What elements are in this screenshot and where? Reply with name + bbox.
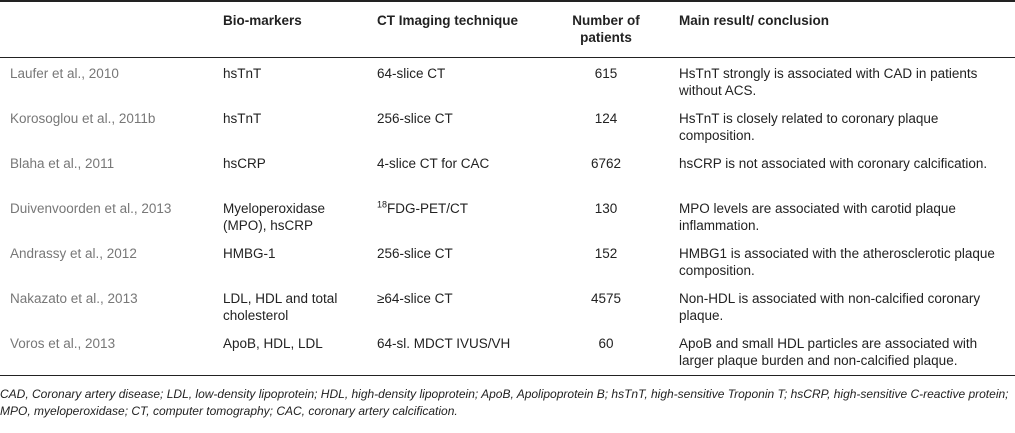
patients-cell: 4575 [590, 291, 622, 306]
technique-cell: 4-slice CT for CAC [377, 156, 490, 171]
result-cell: HsTnT is closely related to coronary plaque composition. [679, 111, 939, 143]
patients-cell: 124 [594, 111, 618, 126]
study-cell: Blaha et al., 2011 [10, 156, 115, 171]
patients-cell: 6762 [590, 156, 622, 171]
study-cell: Laufer et al., 2010 [10, 66, 119, 81]
result-cell: ApoB and small HDL particles are associated with larger plaque burden and non-calcified plaque. [679, 336, 978, 368]
study-cell: Korosoglou et al., 2011b [10, 111, 156, 126]
patients-cell: 130 [594, 201, 618, 216]
header-study [0, 1, 213, 58]
technique-cell: 64-slice CT [377, 66, 446, 81]
header-technique: CT Imaging technique [377, 13, 519, 28]
technique-cell: 64-sl. MDCT IVUS/VH [377, 336, 511, 351]
biomarker-cell: hsTnT [223, 111, 262, 126]
header-result: Main result/ conclusion [679, 13, 830, 28]
study-cell: Nakazato et al., 2013 [10, 291, 138, 306]
biomarker-cell: HMBG-1 [223, 246, 276, 261]
technique-cell [367, 193, 539, 238]
header-patients: Number of patients [572, 13, 640, 45]
table-row [0, 148, 1015, 193]
table-row [0, 238, 1015, 283]
result-cell: HMBG1 is associated with the atherosclerotic plaque composition. [679, 246, 995, 278]
study-cell: Voros et al., 2013 [10, 336, 116, 351]
patients-cell: 152 [594, 246, 618, 261]
isotope-superscript: 18 [377, 199, 388, 210]
table-row [0, 193, 1015, 238]
study-cell: Duivenvoorden et al., 2013 [10, 201, 172, 216]
biomarker-cell: hsCRP [223, 156, 266, 171]
table-row [0, 283, 1015, 328]
biomarker-cell: hsTnT [223, 66, 262, 81]
table-row [0, 103, 1015, 148]
result-cell: Non-HDL is associated with non-calcified coronary plaque. [679, 291, 981, 323]
header-biomarkers: Bio-markers [223, 13, 302, 28]
biomarker-cell: ApoB, HDL, LDL [223, 336, 323, 351]
technique-cell: 256-slice CT [377, 246, 453, 261]
patients-cell: 615 [594, 66, 618, 81]
result-cell: HsTnT strongly is associated with CAD in patients without ACS. [679, 66, 978, 98]
table-footnote: CAD, Coronary artery disease; LDL, low-density lipoprotein; HDL, high-density lipoprotein; ApoB, Apolipoprotein B; hsTnT, high-sensitive Troponin T; hsCRP, high-sensitive C-reactive protein; MPO, myeloperoxidase; CT, computer tomography; CAC, coronary artery calcification. [0, 387, 1009, 418]
table-row [0, 328, 1015, 375]
technique-cell: 256-slice CT [377, 111, 453, 126]
technique-text: FDG-PET/CT [387, 201, 469, 216]
result-cell: hsCRP is not associated with coronary calcification. [679, 156, 988, 171]
technique-cell: ≥64-slice CT [377, 291, 453, 306]
biomarker-cell: Myeloperoxidase (MPO), hsCRP [223, 201, 326, 233]
study-cell: Andrassy et al., 2012 [10, 246, 137, 261]
result-cell: MPO levels are associated with carotid plaque inflammation. [679, 201, 956, 233]
header-row [0, 1, 1015, 58]
patients-cell: 60 [598, 336, 614, 351]
biomarker-cell: LDL, HDL and total cholesterol [223, 291, 338, 323]
table-row [0, 58, 1015, 104]
